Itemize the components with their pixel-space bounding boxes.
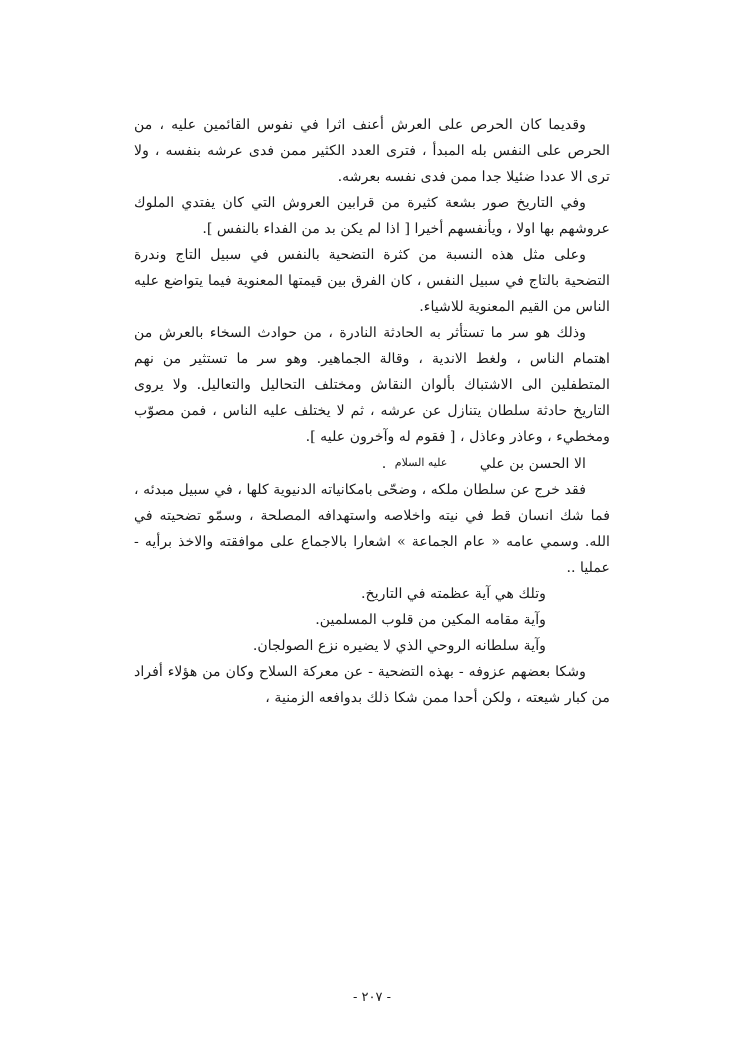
paragraph-6: فقد خرج عن سلطان ملكه ، وضحّى بامكانياته الدنيوية كلها ، في سبيل مبدئه ، فما شك انسان قط في نيته واخلاصه واستهدافه المصلحة ، وسمّو تضحيته في الله. وسمي عامه « عام الجماعة » اشعارا بالاجماع على موافقته والاخذ برأيه - عمليا .. [134, 482, 610, 576]
paragraph-8: وآية مقامه المكين من قلوب المسلمين. [315, 612, 546, 628]
body-text [134, 112, 610, 711]
paragraph-10: وشكا بعضهم عزوفه - بهذه التضحية - عن معركة السلاح وكان من هؤلاء أفراد من كبار شيعته ، ولكن أحدا ممن شكا ذلك بدوافعه الزمنية ، [134, 664, 610, 706]
page-number: - ٢٠٧ - [352, 990, 391, 1005]
paragraph-2: وفي التاريخ صور بشعة كثيرة من قرابين العروش التي كان يفتدي الملوك عروشهم بها اولا ، ويأنفسهم أخيرا [ اذا لم يكن بد من الفداء بالنفس ]. [134, 195, 610, 237]
paragraph-5-text: الا الحسن بن علي [479, 456, 586, 472]
paragraph-5 [134, 450, 610, 477]
paragraph-4: وذلك هو سر ما تستأثر به الحادثة النادرة ، من حوادث السخاء بالعرش من اهتمام الناس ، ولغط الاندية ، وقالة الجماهير. وهو سر ما تستثير من نهم المتطفلين الى الاشتباك بألوان النقاش ومختلف التحاليل والتعاليل. ولا يروى التاريخ حادثة سلطان يتنازل عن عرشه ، ثم لا يختلف عليه الناس ، فمن مصوّب ومخطيء ، وعاذر وعاذل ، [ فقوم له وآخرون عليه ]. [134, 325, 610, 445]
paragraph-5-end: . [381, 456, 387, 472]
paragraph-7: وتلك هي آية عظمته في التاريخ. [361, 586, 546, 602]
honorific-glyph: عليه السلام [394, 456, 448, 469]
paragraph-9: وآية سلطانه الروحي الذي لا يضيره نزع الصولجان. [252, 638, 546, 654]
paragraph-1: وقديما كان الحرص على العرش أعنف اثرا في نفوس القائمين عليه ، من الحرص على النفس بله المبدأ ، فترى العدد الكثير ممن فدى عرشه بنفسه ، ولا ترى الا عددا ضئيلا جدا ممن فدى نفسه بعرشه. [134, 117, 610, 185]
paragraph-3: وعلى مثل هذه النسبة من كثرة التضحية بالنفس في سبيل التاج وندرة التضحية بالتاج في سبيل النفس ، كان الفرق بين قيمتها المعنوية فيما يتواضع عليه الناس من القيم المعنوية للاشياء. [134, 247, 610, 315]
